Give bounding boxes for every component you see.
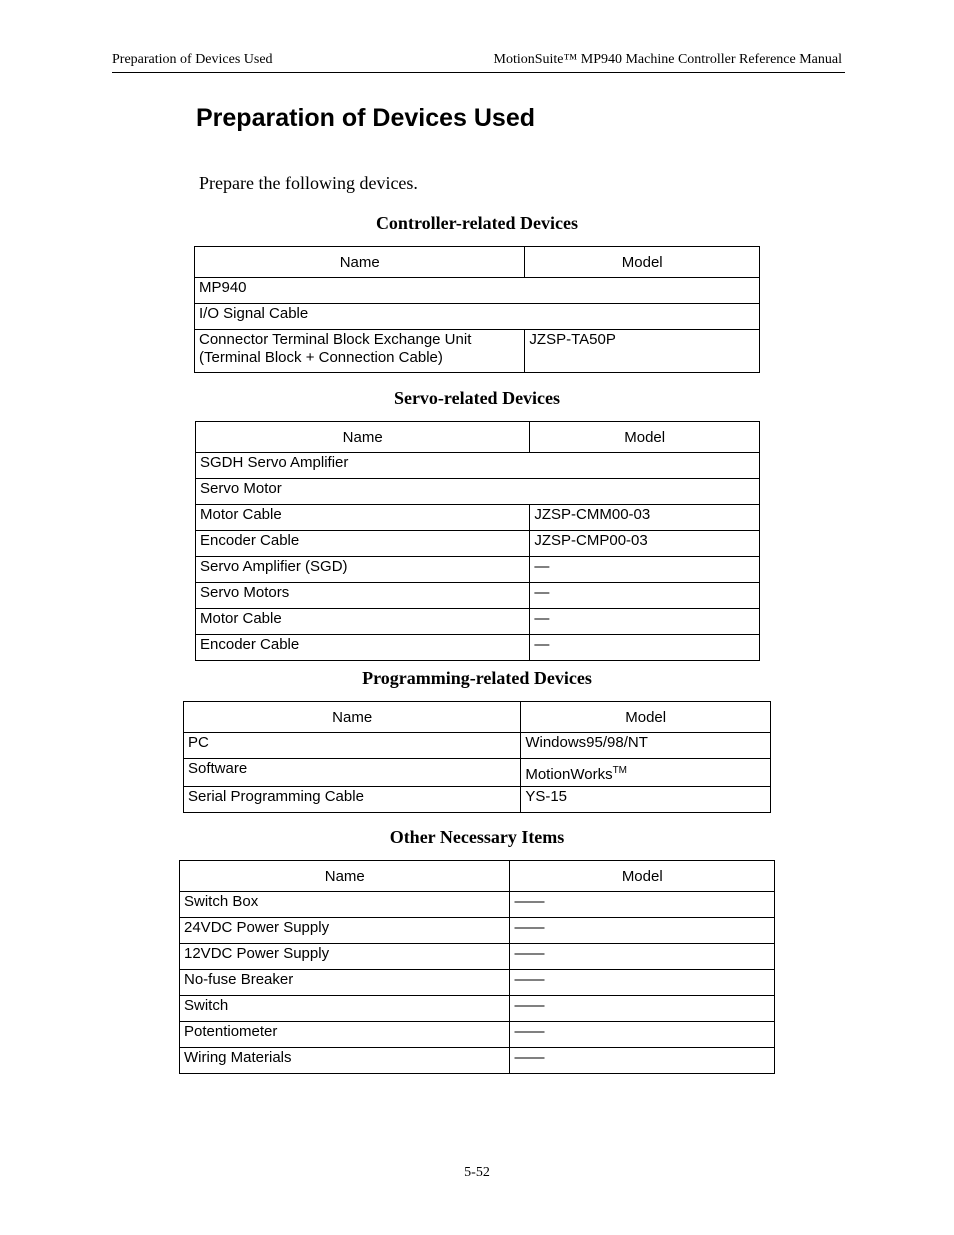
cell-name: Motor Cable <box>196 609 530 635</box>
cell-name: Wiring Materials <box>180 1048 510 1074</box>
header-rule <box>112 72 845 73</box>
cell-name: Switch Box <box>180 892 510 918</box>
cell-name: 12VDC Power Supply <box>180 944 510 970</box>
cell-name: SGDH Servo Amplifier <box>196 453 760 479</box>
table-row <box>196 583 760 609</box>
running-header-manual-title: MotionSuite™ MP940 Machine Controller Reference Manual <box>493 52 842 67</box>
cell-name: Potentiometer <box>180 1022 510 1048</box>
cell-model: —— <box>510 944 775 970</box>
table-header-row <box>180 861 775 892</box>
column-header-model: Model <box>525 247 760 278</box>
programming-table <box>183 701 771 813</box>
table-row <box>184 787 771 813</box>
cell-model: — <box>530 583 760 609</box>
column-header-model: Model <box>510 861 775 892</box>
cell-name: Software <box>184 759 521 787</box>
cell-name: Serial Programming Cable <box>184 787 521 813</box>
table-row <box>196 453 760 479</box>
cell-model: —— <box>510 970 775 996</box>
cell-name-line2: (Terminal Block + Connection Cable) <box>199 349 443 366</box>
cell-name: PC <box>184 733 521 759</box>
cell-name: No-fuse Breaker <box>180 970 510 996</box>
cell-model: JZSP-TA50P <box>525 330 760 373</box>
table-row <box>196 505 760 531</box>
cell-model: —— <box>510 892 775 918</box>
cell-model: — <box>530 609 760 635</box>
table-header-row <box>196 422 760 453</box>
cell-name: I/O Signal Cable <box>195 304 760 330</box>
cell-model: JZSP-CMM00-03 <box>530 505 760 531</box>
other-table-caption: Other Necessary Items <box>389 827 565 847</box>
table-row <box>180 892 775 918</box>
cell-name: Servo Motors <box>196 583 530 609</box>
cell-name: Encoder Cable <box>196 531 530 557</box>
page-title: Preparation of Devices Used <box>196 104 536 132</box>
intro-text: Prepare the following devices. <box>199 173 418 193</box>
table-row <box>195 304 760 330</box>
cell-model: JZSP-CMP00-03 <box>530 531 760 557</box>
cell-model <box>521 759 771 787</box>
cell-model: —— <box>510 996 775 1022</box>
table-row <box>180 1048 775 1074</box>
cell-model: Windows95/98/NT <box>521 733 771 759</box>
cell-name-line1: Connector Terminal Block Exchange Unit <box>199 331 472 348</box>
other-items-table <box>179 860 775 1074</box>
cell-name: MP940 <box>195 278 760 304</box>
controller-table <box>194 246 760 373</box>
table-row <box>196 557 760 583</box>
table-row <box>180 918 775 944</box>
column-header-name: Name <box>180 861 510 892</box>
software-model-text: MotionWorks <box>525 766 613 783</box>
table-row <box>184 759 771 787</box>
cell-model: — <box>530 557 760 583</box>
running-header-section: Preparation of Devices Used <box>112 52 273 67</box>
table-row <box>195 330 760 373</box>
table-row <box>195 278 760 304</box>
cell-name: Motor Cable <box>196 505 530 531</box>
cell-model: —— <box>510 918 775 944</box>
cell-model: —— <box>510 1022 775 1048</box>
table-row <box>180 944 775 970</box>
cell-model: YS-15 <box>521 787 771 813</box>
trademark-superscript: TM <box>612 765 628 776</box>
table-header-row <box>184 702 771 733</box>
cell-name: Servo Motor <box>196 479 760 505</box>
programming-table-caption: Programming-related Devices <box>362 668 592 688</box>
cell-name: Encoder Cable <box>196 635 530 661</box>
column-header-model: Model <box>530 422 760 453</box>
cell-model: — <box>530 635 760 661</box>
table-row <box>196 479 760 505</box>
cell-name: Switch <box>180 996 510 1022</box>
page-number: 5-52 <box>464 1165 490 1180</box>
table-row <box>180 970 775 996</box>
table-row <box>184 733 771 759</box>
table-header-row <box>195 247 760 278</box>
cell-name <box>195 330 525 373</box>
servo-table <box>195 421 760 661</box>
column-header-name: Name <box>195 247 525 278</box>
table-row <box>196 635 760 661</box>
cell-name: Servo Amplifier (SGD) <box>196 557 530 583</box>
servo-table-caption: Servo-related Devices <box>393 388 561 408</box>
table-row <box>180 996 775 1022</box>
cell-model: —— <box>510 1048 775 1074</box>
column-header-name: Name <box>196 422 530 453</box>
table-row <box>196 531 760 557</box>
cell-name: 24VDC Power Supply <box>180 918 510 944</box>
column-header-model: Model <box>521 702 771 733</box>
column-header-name: Name <box>184 702 521 733</box>
table-row <box>196 609 760 635</box>
controller-table-caption: Controller-related Devices <box>375 213 579 233</box>
table-row <box>180 1022 775 1048</box>
